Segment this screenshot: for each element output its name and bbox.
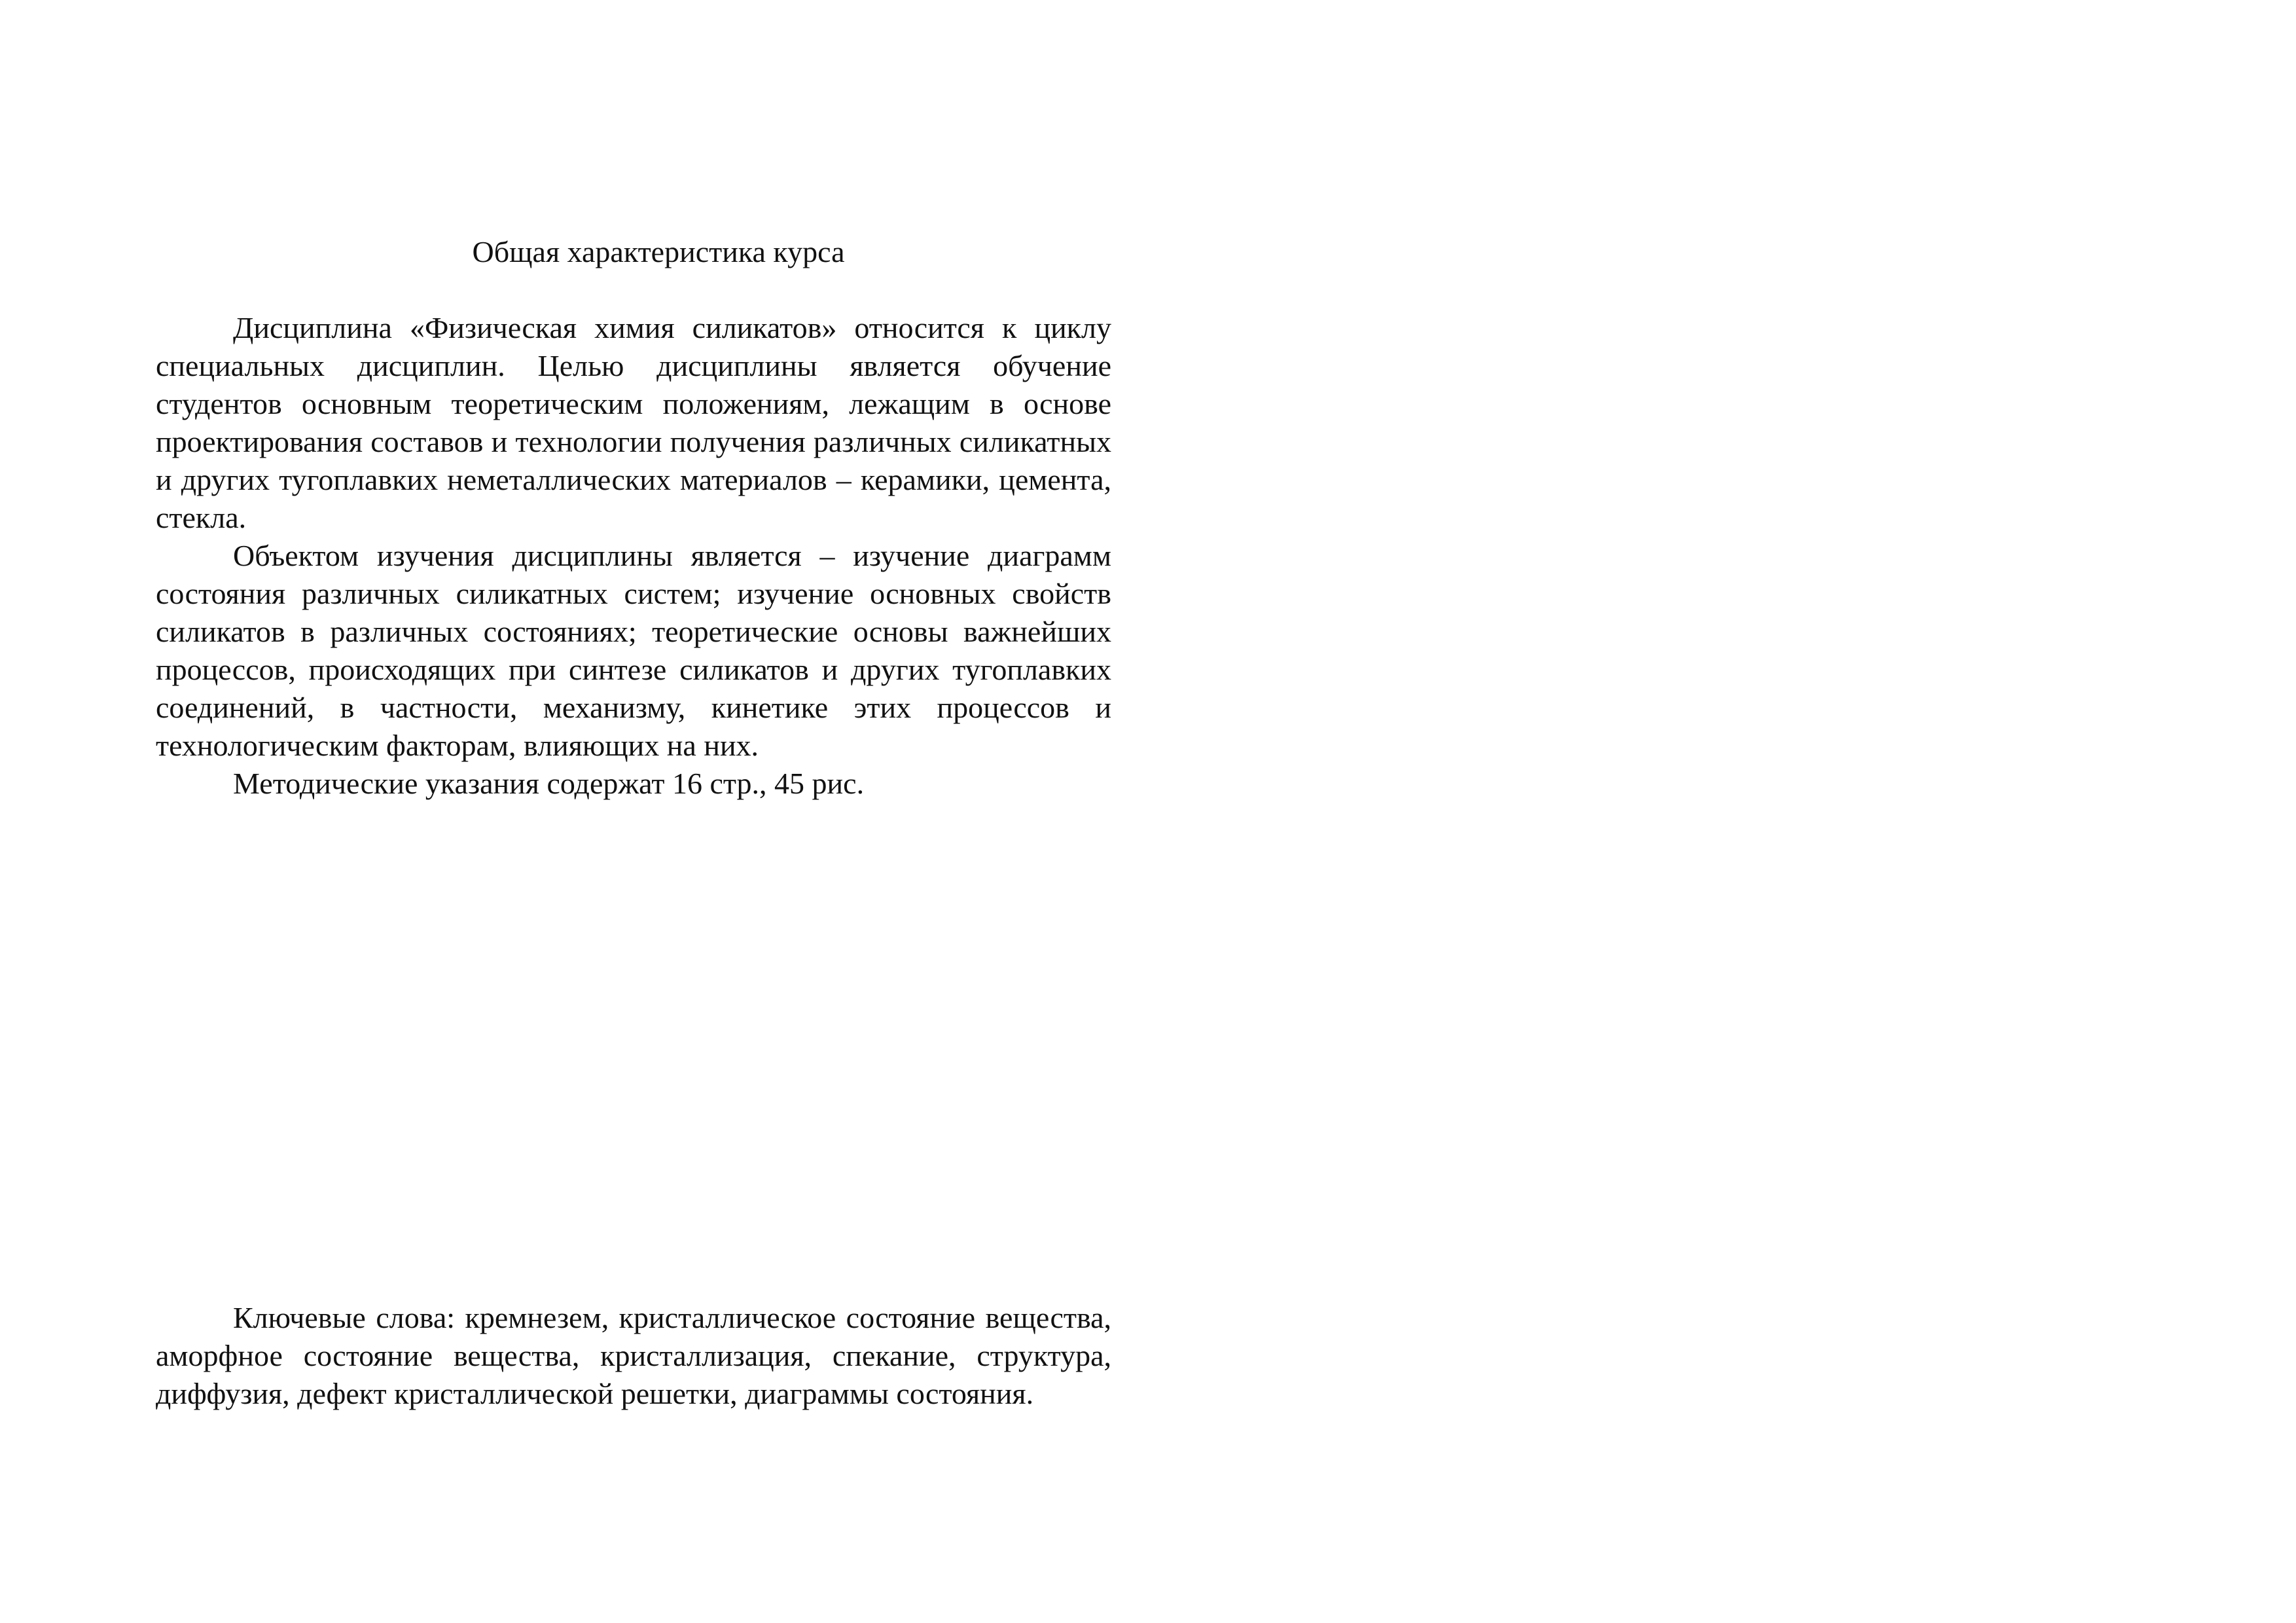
paragraph-pages-count: Методические указания содержат 16 стр., 45 рис. <box>233 767 865 800</box>
paragraph-study-object: Объектом изучения дисциплины является – изучение диаграмм состояния различных силикатных систем; изучение основных свойств силикатов в различных состояниях; теоретические основы важнейших процессов, происходящих при синтезе силикатов и других тугоплавких соединений, в частности, механизму, кинетике этих процессов и технологическим факторам, влияющих на них. <box>156 539 1111 762</box>
keywords-paragraph: Ключевые слова: кремнезем, кристаллическое состояние вещества, аморфное состояние вещества, кристаллизация, спекание, структура, диффузия, дефект кристаллической решетки, диаграммы состояния. <box>156 1301 1111 1410</box>
paragraph-discipline: Дисциплина «Физическая химия силикатов» относится к циклу специальных дисциплин. Целью дисциплины является обучение студентов основным теоретическим положениям, лежащим в основе проектирования составов и технологии получения различных силикатных и других тугоплавких неметаллических материалов – керамики, цемента, стекла. <box>156 311 1111 534</box>
page-title: Общая характеристика курса <box>472 235 845 268</box>
keywords-section <box>156 1299 1111 1413</box>
course-description <box>156 309 1111 803</box>
